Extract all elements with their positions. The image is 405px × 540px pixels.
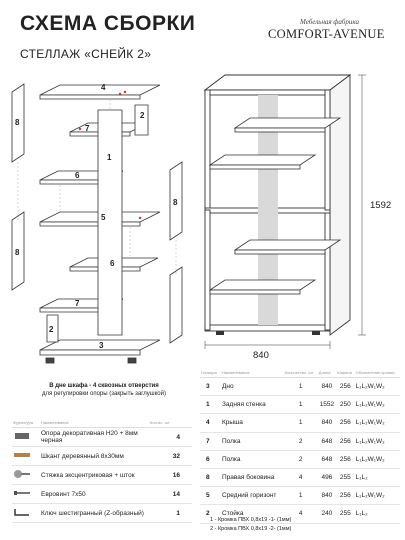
cell-edge: L₁L₂W₁W₂ — [355, 396, 400, 414]
cell-len: 648 — [318, 450, 336, 468]
footnote-2: 2 - Кромка ПВХ 0,8х19 -2- (1мм) — [210, 526, 292, 532]
col-qty: Количество, шт — [284, 368, 318, 378]
table-row — [12, 485, 192, 504]
cell-hw-qty: 14 — [149, 485, 192, 504]
label-middle: 5 — [101, 213, 106, 222]
cell-qty: 4 — [284, 468, 318, 486]
parts-table — [200, 368, 400, 524]
left-lower-side — [205, 210, 210, 330]
cell-wid: 256 — [336, 378, 355, 396]
cell-hw-qty: 4 — [149, 428, 192, 447]
col-position: Позиция — [200, 368, 221, 378]
cell-name: Крыша — [221, 414, 284, 432]
cell-qty: 2 — [284, 450, 318, 468]
hardware-table — [12, 418, 192, 523]
table-row — [12, 447, 192, 466]
cell-len: 840 — [318, 378, 336, 396]
cell-name: Задняя стенка — [221, 396, 284, 414]
col-name: Наименование — [221, 368, 284, 378]
right-lower-side — [325, 210, 330, 330]
col-hw-qty: Кол-во, шт — [149, 418, 192, 428]
table-row — [200, 378, 400, 396]
cell-name: Полка — [221, 432, 284, 450]
cell-name: Полка — [221, 450, 284, 468]
cell-qty: 1 — [284, 414, 318, 432]
cell-hw-name: Опора декоративная Н20 + 8мм черная — [40, 428, 149, 447]
cell-pos: 6 — [200, 450, 221, 468]
cell-hw-name: Шкант деревянный 8х30мм — [40, 447, 149, 466]
cell-len: 240 — [318, 505, 336, 523]
table-row — [200, 414, 400, 432]
label-shelf-6-upper: 6 — [75, 171, 80, 180]
label-side-right-top: 8 — [173, 198, 178, 207]
label-shelf-7-lower: 7 — [75, 299, 80, 308]
cell-edge: L₁L₂W₁W₂ — [355, 378, 400, 396]
cell-edge: L₁L₂ — [355, 505, 400, 523]
top-edge — [205, 90, 330, 95]
back-panel — [98, 110, 122, 335]
cell-hw-name: Стяжка эксцентриковая + шток — [40, 466, 149, 485]
cell-len: 840 — [318, 414, 336, 432]
note-rest: для регулировки опоры (закрыть заглушкой) — [42, 391, 166, 397]
cell-pos: 5 — [200, 487, 221, 505]
cell-name: Дно — [221, 378, 284, 396]
cell-qty: 4 — [284, 505, 318, 523]
cell-pos: 7 — [200, 432, 221, 450]
cell-wid: 255 — [336, 468, 355, 486]
cell-edge: L₁L₂W₁W₂ — [355, 414, 400, 432]
cell-hw-qty: 32 — [149, 447, 192, 466]
cell-qty: 1 — [284, 378, 318, 396]
cam-lock-icon — [12, 466, 40, 485]
cell-qty: 2 — [284, 432, 318, 450]
page-title: СХЕМА СБОРКИ — [20, 12, 196, 35]
cell-wid: 256 — [336, 450, 355, 468]
cell-edge: L₁L₂W₁W₂ — [355, 432, 400, 450]
table-row — [200, 396, 400, 414]
table-row — [12, 504, 192, 523]
brand-tagline: Мебельная фабрика — [300, 18, 360, 26]
table-row — [200, 432, 400, 450]
assembly-note — [10, 382, 198, 398]
label-bottom: 3 — [99, 341, 104, 350]
brand-logo: COMFORT-AVENUE — [268, 27, 385, 41]
leg-support-icon — [12, 428, 40, 447]
label-shelf-6-lower: 6 — [110, 259, 115, 268]
cell-name: Правая боковина — [221, 468, 284, 486]
table-row — [200, 450, 400, 468]
cell-len: 1552 — [318, 396, 336, 414]
note-bold: В дне шкафа - 4 сквозных отверстия — [49, 383, 159, 389]
cell-pos: 2 — [200, 505, 221, 523]
dowel-icon — [12, 447, 40, 466]
product-subtitle: СТЕЛЛАЖ «СНЕЙК 2» — [20, 47, 152, 61]
cell-wid: 255 — [336, 505, 355, 523]
cell-edge: L₁L₂ — [355, 468, 400, 486]
table-row — [12, 428, 192, 447]
cell-pos: 1 — [200, 396, 221, 414]
table-row — [12, 466, 192, 485]
cell-name: Средний горизонт — [221, 487, 284, 505]
cell-wid: 256 — [336, 432, 355, 450]
col-length: Длина — [318, 368, 336, 378]
label-side-bottom-left: 8 — [15, 248, 20, 257]
exploded-diagram — [0, 70, 200, 380]
cell-edge: L₁L₂W₁W₂ — [355, 487, 400, 505]
cell-name: Стойка — [221, 505, 284, 523]
cell-wid: 250 — [336, 396, 355, 414]
cell-qty: 1 — [284, 487, 318, 505]
top-surface — [205, 75, 350, 90]
roof-panel — [40, 85, 160, 95]
cell-pos: 3 — [200, 378, 221, 396]
label-post-upper: 2 — [140, 111, 145, 120]
label-side-top-left: 8 — [15, 118, 20, 127]
assembled-view — [200, 70, 405, 360]
cell-qty: 1 — [284, 396, 318, 414]
cell-hw-name: Ключ шестигранный (Z-образный) — [40, 504, 149, 523]
col-width: Ширина — [336, 368, 355, 378]
width-dimension: 840 — [253, 350, 269, 361]
hex-key-icon — [12, 504, 40, 523]
cell-len: 840 — [318, 487, 336, 505]
cell-len: 648 — [318, 432, 336, 450]
table-row — [200, 487, 400, 505]
label-back-panel: 1 — [107, 153, 112, 162]
cell-hw-name: Евровинт 7х50 — [40, 485, 149, 504]
table-row — [200, 468, 400, 486]
left-upper-side — [205, 90, 210, 210]
label-shelf-7-upper: 7 — [85, 124, 90, 133]
cell-pos: 8 — [200, 468, 221, 486]
label-post-lower: 2 — [49, 325, 54, 334]
cell-len: 496 — [318, 468, 336, 486]
cell-wid: 256 — [336, 487, 355, 505]
cell-wid: 256 — [336, 414, 355, 432]
col-hardware: Фурнитура — [12, 418, 40, 428]
side-panel-right-bottom — [170, 267, 182, 343]
bottom-edge — [205, 325, 330, 331]
cell-hw-qty: 16 — [149, 466, 192, 485]
col-edge: Обозначение кромки — [355, 368, 400, 378]
footnote-1: 1 - Кромка ПВХ 0,8х19 -1- (1мм) — [210, 517, 292, 523]
screw-icon — [12, 485, 40, 504]
cell-pos: 4 — [200, 414, 221, 432]
col-hw-name: Наименование — [40, 418, 149, 428]
post-upper — [135, 105, 148, 135]
label-roof: 4 — [101, 83, 106, 92]
right-upper-side — [325, 90, 330, 210]
cell-hw-qty: 1 — [149, 504, 192, 523]
height-dimension: 1592 — [370, 200, 392, 211]
cell-edge: L₁L₂W₁W₂ — [355, 450, 400, 468]
